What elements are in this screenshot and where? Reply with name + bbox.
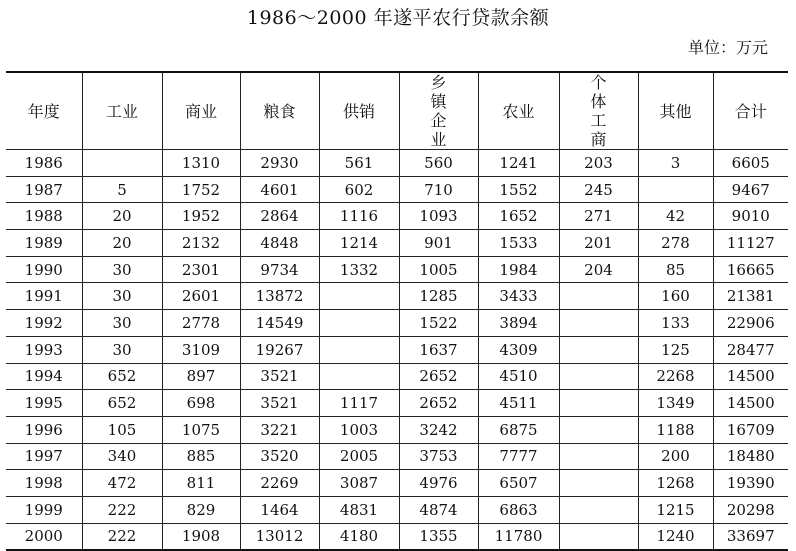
value-cell: 4848 bbox=[240, 230, 319, 257]
table-body bbox=[6, 150, 788, 551]
table-row bbox=[6, 416, 788, 443]
table-row bbox=[6, 283, 788, 310]
year-cell: 1993 bbox=[6, 336, 82, 363]
value-cell: 710 bbox=[399, 176, 478, 203]
table-row bbox=[6, 496, 788, 523]
year-cell: 1992 bbox=[6, 310, 82, 337]
value-cell: 1215 bbox=[638, 496, 713, 523]
value-cell: 6875 bbox=[478, 416, 559, 443]
table-row bbox=[6, 470, 788, 497]
table-row bbox=[6, 150, 788, 177]
value-cell bbox=[319, 310, 399, 337]
value-cell: 1075 bbox=[162, 416, 240, 443]
value-cell: 6507 bbox=[478, 470, 559, 497]
value-cell: 4601 bbox=[240, 176, 319, 203]
table-row bbox=[6, 230, 788, 257]
value-cell: 560 bbox=[399, 150, 478, 177]
value-cell: 3894 bbox=[478, 310, 559, 337]
value-cell: 2930 bbox=[240, 150, 319, 177]
table-row bbox=[6, 336, 788, 363]
value-cell: 85 bbox=[638, 256, 713, 283]
value-cell: 4510 bbox=[478, 363, 559, 390]
value-cell bbox=[559, 443, 638, 470]
value-cell: 1332 bbox=[319, 256, 399, 283]
value-cell: 1464 bbox=[240, 496, 319, 523]
value-cell: 1214 bbox=[319, 230, 399, 257]
value-cell: 3521 bbox=[240, 390, 319, 417]
value-cell: 21381 bbox=[713, 283, 788, 310]
year-cell: 1990 bbox=[6, 256, 82, 283]
value-cell: 11127 bbox=[713, 230, 788, 257]
value-cell: 3753 bbox=[399, 443, 478, 470]
value-cell: 6605 bbox=[713, 150, 788, 177]
value-cell: 1355 bbox=[399, 523, 478, 550]
value-cell: 245 bbox=[559, 176, 638, 203]
value-cell bbox=[319, 336, 399, 363]
value-cell: 222 bbox=[82, 523, 162, 550]
value-cell: 1952 bbox=[162, 203, 240, 230]
value-cell: 2601 bbox=[162, 283, 240, 310]
value-cell: 2864 bbox=[240, 203, 319, 230]
value-cell: 19390 bbox=[713, 470, 788, 497]
value-cell: 3433 bbox=[478, 283, 559, 310]
value-cell: 133 bbox=[638, 310, 713, 337]
value-cell: 3521 bbox=[240, 363, 319, 390]
value-cell: 1188 bbox=[638, 416, 713, 443]
value-cell: 4180 bbox=[319, 523, 399, 550]
value-cell: 200 bbox=[638, 443, 713, 470]
value-cell: 20 bbox=[82, 203, 162, 230]
value-cell bbox=[559, 496, 638, 523]
value-cell: 2132 bbox=[162, 230, 240, 257]
value-cell: 472 bbox=[82, 470, 162, 497]
year-cell: 1989 bbox=[6, 230, 82, 257]
value-cell: 9734 bbox=[240, 256, 319, 283]
value-cell: 7777 bbox=[478, 443, 559, 470]
value-cell: 1652 bbox=[478, 203, 559, 230]
value-cell: 2652 bbox=[399, 390, 478, 417]
value-cell: 16665 bbox=[713, 256, 788, 283]
table-row bbox=[6, 256, 788, 283]
value-cell: 1003 bbox=[319, 416, 399, 443]
unit-label: 单位：万元 bbox=[687, 38, 768, 57]
value-cell: 4874 bbox=[399, 496, 478, 523]
value-cell bbox=[319, 363, 399, 390]
value-cell: 1268 bbox=[638, 470, 713, 497]
value-cell bbox=[559, 310, 638, 337]
value-cell: 2005 bbox=[319, 443, 399, 470]
value-cell: 1349 bbox=[638, 390, 713, 417]
value-cell: 4831 bbox=[319, 496, 399, 523]
value-cell bbox=[559, 363, 638, 390]
table-title: 1986～2000 年遂平农行贷款余额 bbox=[246, 7, 550, 29]
value-cell: 829 bbox=[162, 496, 240, 523]
table-row bbox=[6, 176, 788, 203]
year-cell: 1987 bbox=[6, 176, 82, 203]
value-cell: 5 bbox=[82, 176, 162, 203]
value-cell: 20 bbox=[82, 230, 162, 257]
value-cell bbox=[559, 523, 638, 550]
value-cell: 1752 bbox=[162, 176, 240, 203]
value-cell: 20298 bbox=[713, 496, 788, 523]
value-cell: 652 bbox=[82, 390, 162, 417]
year-cell: 1997 bbox=[6, 443, 82, 470]
value-cell: 3221 bbox=[240, 416, 319, 443]
value-cell: 9010 bbox=[713, 203, 788, 230]
value-cell: 125 bbox=[638, 336, 713, 363]
value-cell bbox=[319, 283, 399, 310]
year-cell: 1994 bbox=[6, 363, 82, 390]
value-cell: 1093 bbox=[399, 203, 478, 230]
table-row bbox=[6, 523, 788, 550]
value-cell: 222 bbox=[82, 496, 162, 523]
value-cell: 3242 bbox=[399, 416, 478, 443]
value-cell: 16709 bbox=[713, 416, 788, 443]
column-header: 工业 bbox=[82, 72, 162, 150]
value-cell: 271 bbox=[559, 203, 638, 230]
value-cell: 811 bbox=[162, 470, 240, 497]
value-cell: 1117 bbox=[319, 390, 399, 417]
value-cell bbox=[559, 416, 638, 443]
value-cell: 602 bbox=[319, 176, 399, 203]
table-header-row bbox=[6, 72, 788, 150]
value-cell: 1005 bbox=[399, 256, 478, 283]
table-row bbox=[6, 443, 788, 470]
value-cell: 897 bbox=[162, 363, 240, 390]
value-cell: 3109 bbox=[162, 336, 240, 363]
loan-balance-table bbox=[6, 71, 788, 551]
value-cell: 901 bbox=[399, 230, 478, 257]
value-cell bbox=[638, 176, 713, 203]
value-cell: 340 bbox=[82, 443, 162, 470]
value-cell: 201 bbox=[559, 230, 638, 257]
column-header: 乡镇企业 bbox=[399, 72, 478, 150]
value-cell: 33697 bbox=[713, 523, 788, 550]
value-cell: 1241 bbox=[478, 150, 559, 177]
value-cell: 3087 bbox=[319, 470, 399, 497]
column-header: 供销 bbox=[319, 72, 399, 150]
table-row bbox=[6, 310, 788, 337]
value-cell: 105 bbox=[82, 416, 162, 443]
year-cell: 1998 bbox=[6, 470, 82, 497]
value-cell: 19267 bbox=[240, 336, 319, 363]
value-cell: 14500 bbox=[713, 390, 788, 417]
value-cell: 2778 bbox=[162, 310, 240, 337]
value-cell: 278 bbox=[638, 230, 713, 257]
year-cell: 1996 bbox=[6, 416, 82, 443]
table-row bbox=[6, 203, 788, 230]
column-header: 粮食 bbox=[240, 72, 319, 150]
year-cell: 1986 bbox=[6, 150, 82, 177]
value-cell: 1310 bbox=[162, 150, 240, 177]
table-row bbox=[6, 363, 788, 390]
value-cell bbox=[559, 470, 638, 497]
value-cell: 1285 bbox=[399, 283, 478, 310]
value-cell: 11780 bbox=[478, 523, 559, 550]
value-cell: 2269 bbox=[240, 470, 319, 497]
value-cell: 14549 bbox=[240, 310, 319, 337]
value-cell: 1552 bbox=[478, 176, 559, 203]
value-cell: 203 bbox=[559, 150, 638, 177]
value-cell: 1240 bbox=[638, 523, 713, 550]
value-cell: 13872 bbox=[240, 283, 319, 310]
value-cell: 885 bbox=[162, 443, 240, 470]
column-header: 合计 bbox=[713, 72, 788, 150]
year-cell: 2000 bbox=[6, 523, 82, 550]
value-cell: 30 bbox=[82, 336, 162, 363]
value-cell bbox=[82, 150, 162, 177]
value-cell: 2301 bbox=[162, 256, 240, 283]
year-cell: 1999 bbox=[6, 496, 82, 523]
value-cell: 18480 bbox=[713, 443, 788, 470]
value-cell: 30 bbox=[82, 310, 162, 337]
value-cell: 9467 bbox=[713, 176, 788, 203]
column-header: 商业 bbox=[162, 72, 240, 150]
value-cell: 1533 bbox=[478, 230, 559, 257]
value-cell: 2652 bbox=[399, 363, 478, 390]
value-cell: 4511 bbox=[478, 390, 559, 417]
value-cell: 3 bbox=[638, 150, 713, 177]
year-cell: 1988 bbox=[6, 203, 82, 230]
value-cell: 698 bbox=[162, 390, 240, 417]
table-row bbox=[6, 390, 788, 417]
value-cell: 1637 bbox=[399, 336, 478, 363]
value-cell: 204 bbox=[559, 256, 638, 283]
value-cell: 2268 bbox=[638, 363, 713, 390]
value-cell: 652 bbox=[82, 363, 162, 390]
value-cell: 1908 bbox=[162, 523, 240, 550]
value-cell bbox=[559, 390, 638, 417]
value-cell: 1522 bbox=[399, 310, 478, 337]
column-header: 农业 bbox=[478, 72, 559, 150]
value-cell: 160 bbox=[638, 283, 713, 310]
year-cell: 1995 bbox=[6, 390, 82, 417]
value-cell: 30 bbox=[82, 256, 162, 283]
column-header: 个体工商 bbox=[559, 72, 638, 150]
value-cell: 4976 bbox=[399, 470, 478, 497]
year-cell: 1991 bbox=[6, 283, 82, 310]
value-cell: 13012 bbox=[240, 523, 319, 550]
value-cell: 22906 bbox=[713, 310, 788, 337]
value-cell: 28477 bbox=[713, 336, 788, 363]
value-cell: 6863 bbox=[478, 496, 559, 523]
value-cell: 561 bbox=[319, 150, 399, 177]
value-cell: 42 bbox=[638, 203, 713, 230]
value-cell: 1116 bbox=[319, 203, 399, 230]
column-header: 年度 bbox=[6, 72, 82, 150]
value-cell: 14500 bbox=[713, 363, 788, 390]
value-cell: 30 bbox=[82, 283, 162, 310]
value-cell: 1984 bbox=[478, 256, 559, 283]
value-cell bbox=[559, 283, 638, 310]
value-cell bbox=[559, 336, 638, 363]
value-cell: 4309 bbox=[478, 336, 559, 363]
column-header: 其他 bbox=[638, 72, 713, 150]
value-cell: 3520 bbox=[240, 443, 319, 470]
